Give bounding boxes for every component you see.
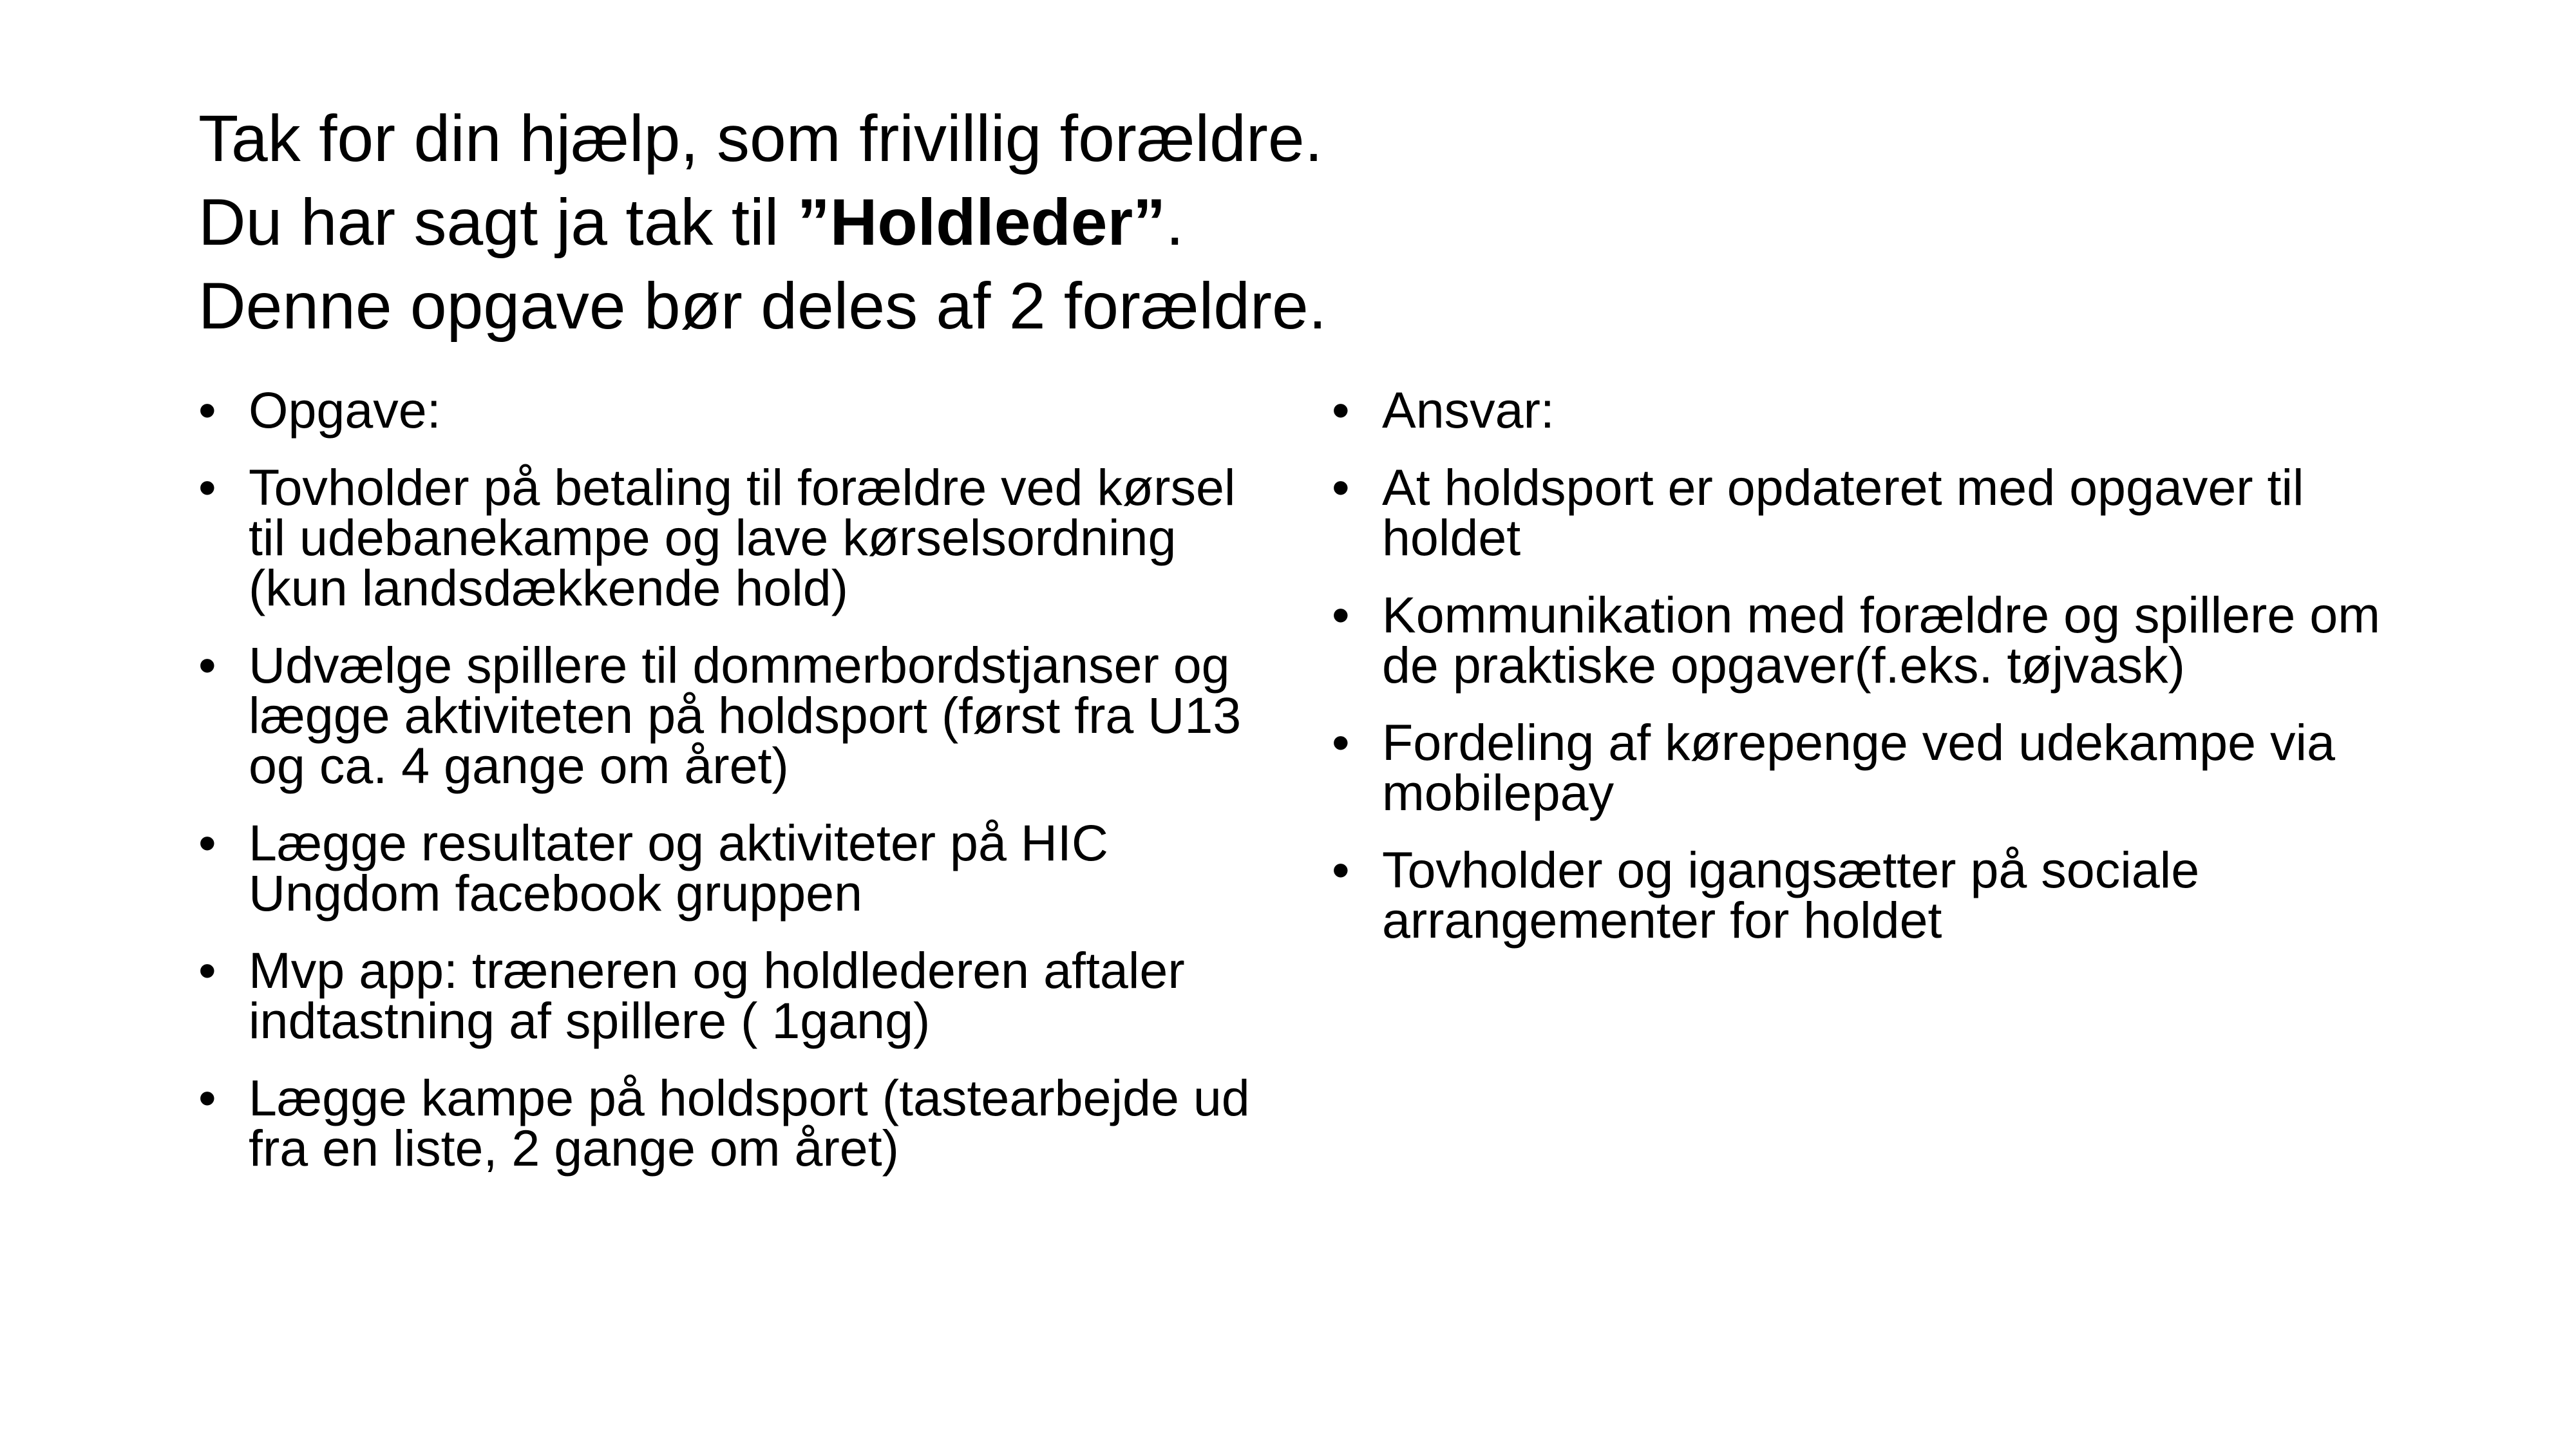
- bullet-icon: •: [198, 636, 216, 694]
- bullet-icon: •: [198, 1069, 216, 1126]
- list-item-text: Lægge kampe på holdsport (tastearbejde ud fra en liste, 2 gange om året): [249, 1069, 1250, 1177]
- bullet-icon: •: [1332, 714, 1350, 771]
- bullet-icon: •: [198, 459, 216, 516]
- bullet-icon: •: [198, 381, 216, 439]
- list-item-text: Ansvar:: [1382, 381, 1555, 439]
- list-item: [198, 1069, 1280, 1177]
- list-item: [1332, 459, 2414, 566]
- list-item-text: Opgave:: [249, 381, 441, 439]
- list-item: [1332, 381, 2414, 439]
- list-item-text: Mvp app: træneren og holdlederen aftaler indtastning af spillere ( 1gang): [249, 942, 1185, 1049]
- list-item: [198, 459, 1280, 616]
- list-item: [1332, 841, 2414, 949]
- title-line-2-suffix: .: [1166, 185, 1184, 259]
- list-item: [198, 942, 1280, 1049]
- title-line-2: [198, 180, 2388, 264]
- right-bullet-list: [1332, 381, 2414, 972]
- title-line-3: Denne opgave bør deles af 2 forældre.: [198, 269, 1327, 343]
- list-item: [198, 636, 1280, 794]
- list-item: [1332, 714, 2414, 821]
- left-bullet-list: [198, 381, 1280, 1200]
- bullet-icon: •: [198, 814, 216, 871]
- bullet-icon: •: [1332, 459, 1350, 516]
- bullet-icon: •: [1332, 381, 1350, 439]
- list-item-text: At holdsport er opdateret med opgaver til holdet: [1382, 459, 2304, 566]
- bullet-icon: •: [198, 942, 216, 999]
- bullet-icon: •: [1332, 841, 1350, 898]
- list-item-text: Fordeling af kørepenge ved udekampe via mobilepay: [1382, 714, 2335, 821]
- list-item-text: Tovholder på betaling til forældre ved kørsel til udebanekampe og lave kørselsordning (kun landsdækkende hold): [249, 459, 1236, 616]
- title-line-2-prefix: Du har sagt ja tak til: [198, 185, 797, 259]
- list-item: [198, 381, 1280, 439]
- list-item-text: Lægge resultater og aktiviteter på HIC Ungdom facebook gruppen: [249, 814, 1108, 922]
- list-item-text: Tovholder og igangsætter på sociale arrangementer for holdet: [1382, 841, 2200, 949]
- list-item: [1332, 586, 2414, 694]
- list-item-text: Kommunikation med forældre og spillere om de praktiske opgaver(f.eks. tøjvask): [1382, 586, 2380, 694]
- title-role-name: ”Holdleder”: [797, 185, 1166, 259]
- bullet-icon: •: [1332, 586, 1350, 643]
- slide-title: [198, 97, 2388, 348]
- list-item: [198, 814, 1280, 922]
- title-line-1: Tak for din hjælp, som frivillig forældre.: [198, 102, 1323, 175]
- list-item-text: Udvælge spillere til dommerbordstjanser og lægge aktiviteten på holdsport (først fra U13 og ca. 4 gange om året): [249, 636, 1242, 794]
